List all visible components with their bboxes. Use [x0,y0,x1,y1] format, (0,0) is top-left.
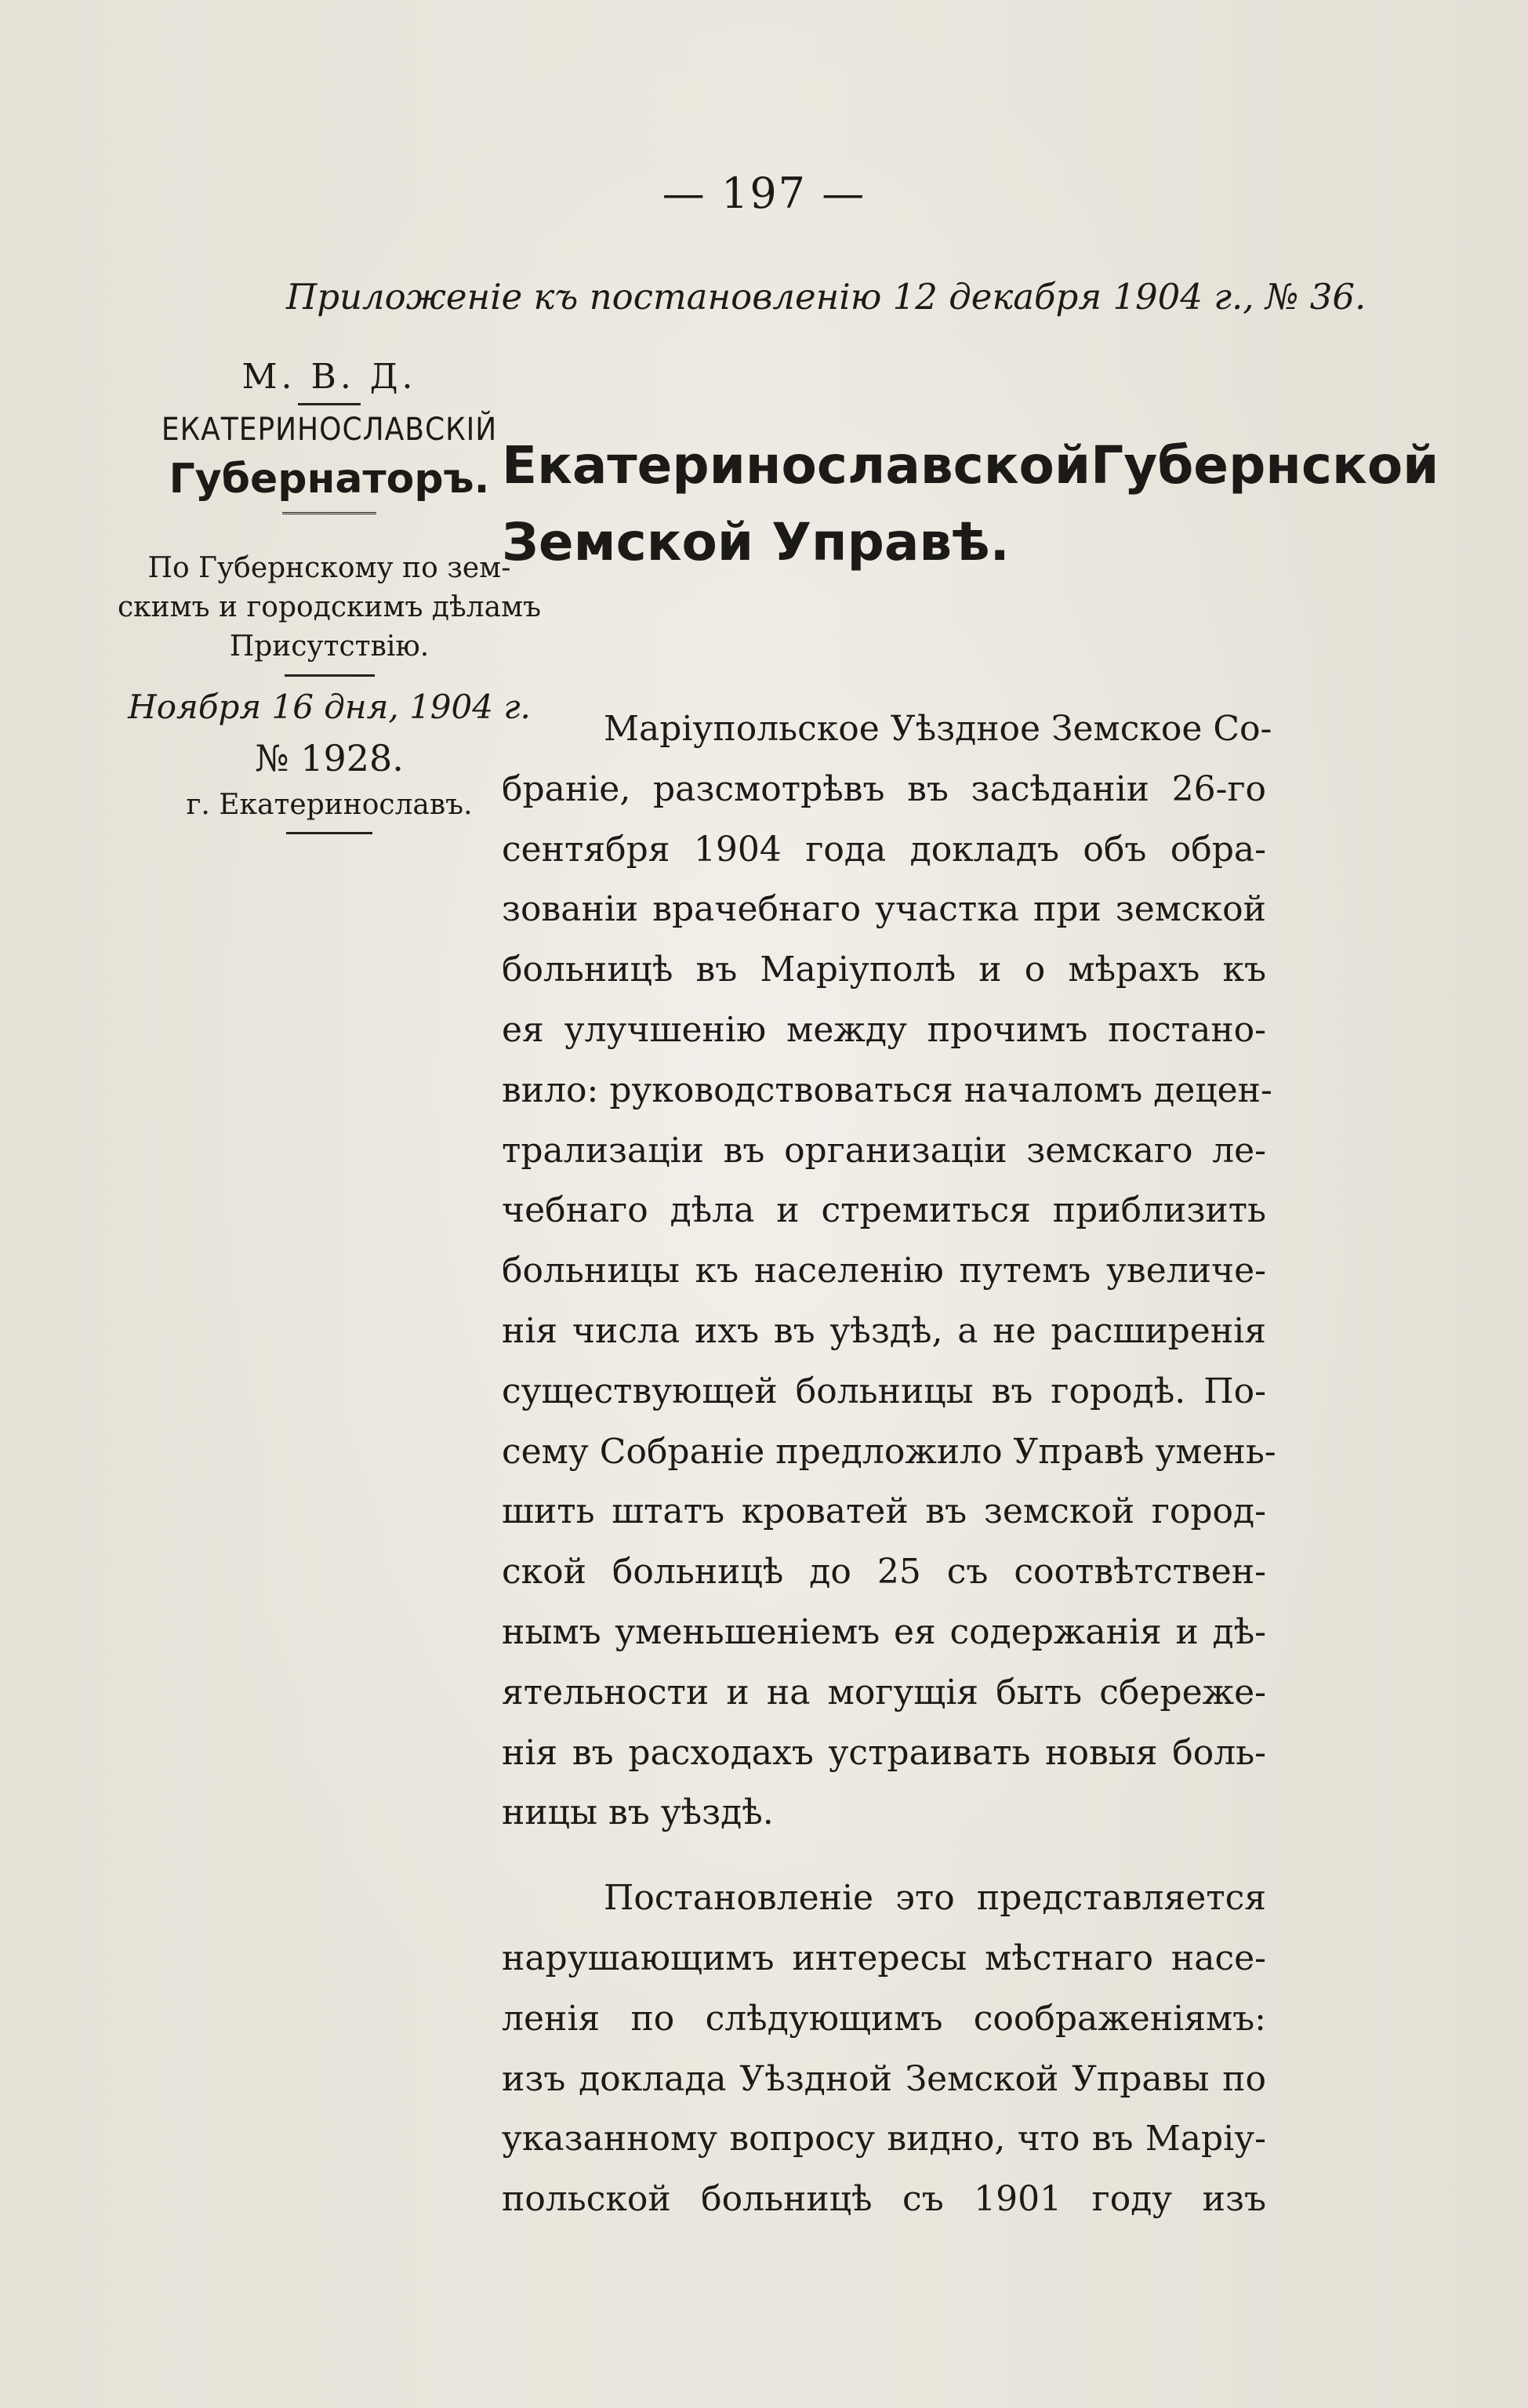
addressee-word: Екатеринославской [502,435,1091,496]
department-line: Присутствію. [229,630,430,663]
text-line: указанному вопросу видно, что въ Маріу- [502,2119,1266,2159]
document-number: № 1928. [255,737,404,779]
text-line: больницы къ населенію путемъ увеличе- [502,1251,1266,1291]
text-line: трализаціи въ организаціи земскаго ле- [502,1130,1266,1171]
divider [298,403,361,405]
text-line: ской больницѣ до 25 съ соотвѣтствен- [502,1552,1266,1593]
text-line: существующей больницы въ городѣ. По- [502,1371,1266,1411]
text-line: браніе, разсмотрѣвъ въ засѣданіи 26-го [502,768,1266,809]
text-line: Постановленіе это представляется [604,1878,1266,1919]
addressee-line-1 [502,427,1439,504]
ministry-abbreviation: М. В. Д. [241,357,417,397]
text-line: нія числа ихъ въ уѣздѣ, а не расширенія [502,1310,1266,1351]
governor-title: ЕКАТЕРИНОСЛАВСКІЙ [161,412,498,448]
body-text [502,699,1276,2230]
text-line: нарушающимъ интересы мѣстнаго насе- [502,1938,1266,1978]
text-line: сентября 1904 года докладъ объ обра- [502,829,1266,870]
text-line: польской больницѣ съ 1901 году изъ [502,2179,1266,2220]
text-line: зованіи врачебнаго участка при земской [502,889,1266,930]
text-line: ятельности и на могущія быть сбереже- [502,1672,1266,1712]
page-number: — 197 — [662,169,866,218]
paragraph-1 [502,699,1276,1843]
appendix-note: Приложеніе къ постановленію 12 декабря 1904 г., № 36. [286,276,1366,318]
text-line: чебнаго дѣла и стремиться приблизить [502,1190,1266,1231]
addressee-heading [502,427,1439,581]
text-line: Маріупольское Уѣздное Земское Со- [604,709,1272,749]
addressee-word: Губернской [1091,435,1439,496]
text-line: нія въ расходахъ устраивать новыя боль- [502,1732,1266,1773]
department-line: По Губернскому по зем- [147,552,511,584]
text-line: шить штатъ кроватей въ земской город- [502,1491,1266,1532]
governor-label: Губернаторъ. [169,456,490,503]
issue-date: Ноября 16 дня, 1904 г. [128,688,531,726]
text-line: ленія по слѣдующимъ соображеніямъ: [502,1998,1266,2039]
text-line: нымъ уменьшеніемъ ея содержанія и дѣ- [502,1611,1266,1652]
text-line: больницѣ въ Маріуполѣ и о мѣрахъ къ [502,950,1266,990]
divider [286,832,372,834]
text-line: сему Собраніе предложило Управѣ умень- [502,1431,1276,1472]
addressee-line-2: Земской Управѣ. [502,512,1010,572]
department-line: скимъ и городскимъ дѣламъ [118,591,541,623]
text-line: ницы въ уѣздѣ. [502,1792,774,1833]
issue-city: г. Екатеринославъ. [186,789,473,821]
text-line: ея улучшенію между прочимъ постано- [502,1009,1266,1050]
paragraph-2 [502,1869,1266,2230]
divider [285,674,375,677]
double-divider [282,512,376,518]
text-line: изъ доклада Уѣздной Земской Управы по [502,2058,1266,2099]
department-name [110,549,549,666]
sender-block [110,357,549,834]
text-line: вило: руководствоваться началомъ децен- [502,1070,1272,1110]
